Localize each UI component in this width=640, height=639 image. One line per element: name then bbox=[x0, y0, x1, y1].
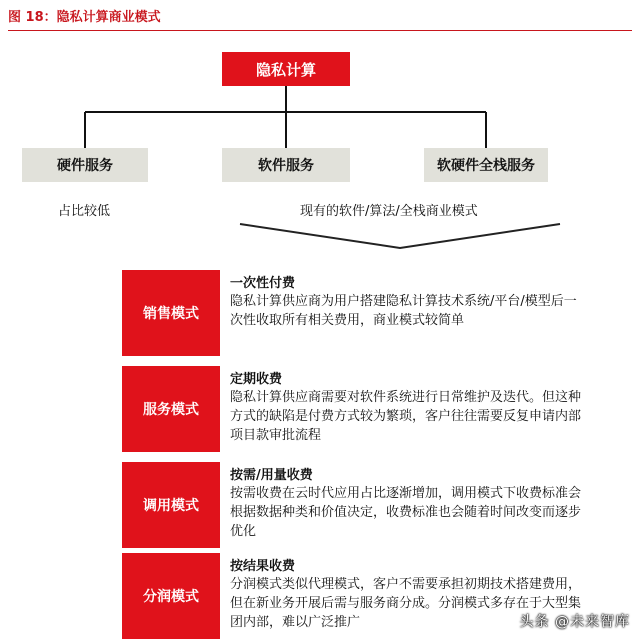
model-title: 按结果收费 bbox=[230, 559, 296, 574]
model-label: 分润模式 bbox=[122, 553, 220, 639]
root-node: 隐私计算 bbox=[222, 52, 350, 86]
model-label: 服务模式 bbox=[122, 366, 220, 452]
model-description: 隐私计算供应商需要对软件系统进行日常维护及迭代。但这种方式的缺陷是付费方式较为繁琐，客户往往需要反复申请内部项目款审批流程 bbox=[230, 390, 582, 443]
category-software-service: 软件服务 bbox=[222, 148, 350, 182]
model-description: 分润模式类似代理模式，客户不需要承担初期技术搭建费用，但在新业务开展后需与服务商分成。分润模式多存在于大型集团内部，难以广泛推广 bbox=[230, 577, 582, 630]
figure-title: 图 18：隐私计算商业模式 bbox=[8, 10, 161, 25]
category-fullstack-service: 软硬件全栈服务 bbox=[424, 148, 548, 182]
source-watermark: 头条 @未来智库 bbox=[519, 614, 630, 630]
model-label: 调用模式 bbox=[122, 462, 220, 548]
model-row-sales bbox=[122, 270, 592, 356]
model-description: 隐私计算供应商为用户搭建隐私计算技术系统/平台/模型后一次性收取所有相关费用，商业模式较简单 bbox=[230, 294, 577, 328]
hardware-share-note: 占比较低 bbox=[58, 204, 111, 219]
category-hardware-service: 硬件服务 bbox=[22, 148, 148, 182]
model-row-usage bbox=[122, 462, 592, 548]
model-title: 一次性付费 bbox=[230, 276, 296, 291]
model-title: 按需/用量收费 bbox=[230, 468, 313, 483]
software-model-note: 现有的软件/算法/全栈商业模式 bbox=[300, 204, 478, 219]
tree-connectors bbox=[0, 0, 640, 270]
merge-chevron bbox=[240, 224, 560, 248]
model-description: 按需收费在云时代应用占比逐渐增加，调用模式下收费标准会根据数据种类和价值决定，收费标准也会随着时间改变而逐步优化 bbox=[230, 486, 582, 539]
model-title: 定期收费 bbox=[230, 372, 283, 387]
model-label: 销售模式 bbox=[122, 270, 220, 356]
model-row-service bbox=[122, 366, 592, 452]
